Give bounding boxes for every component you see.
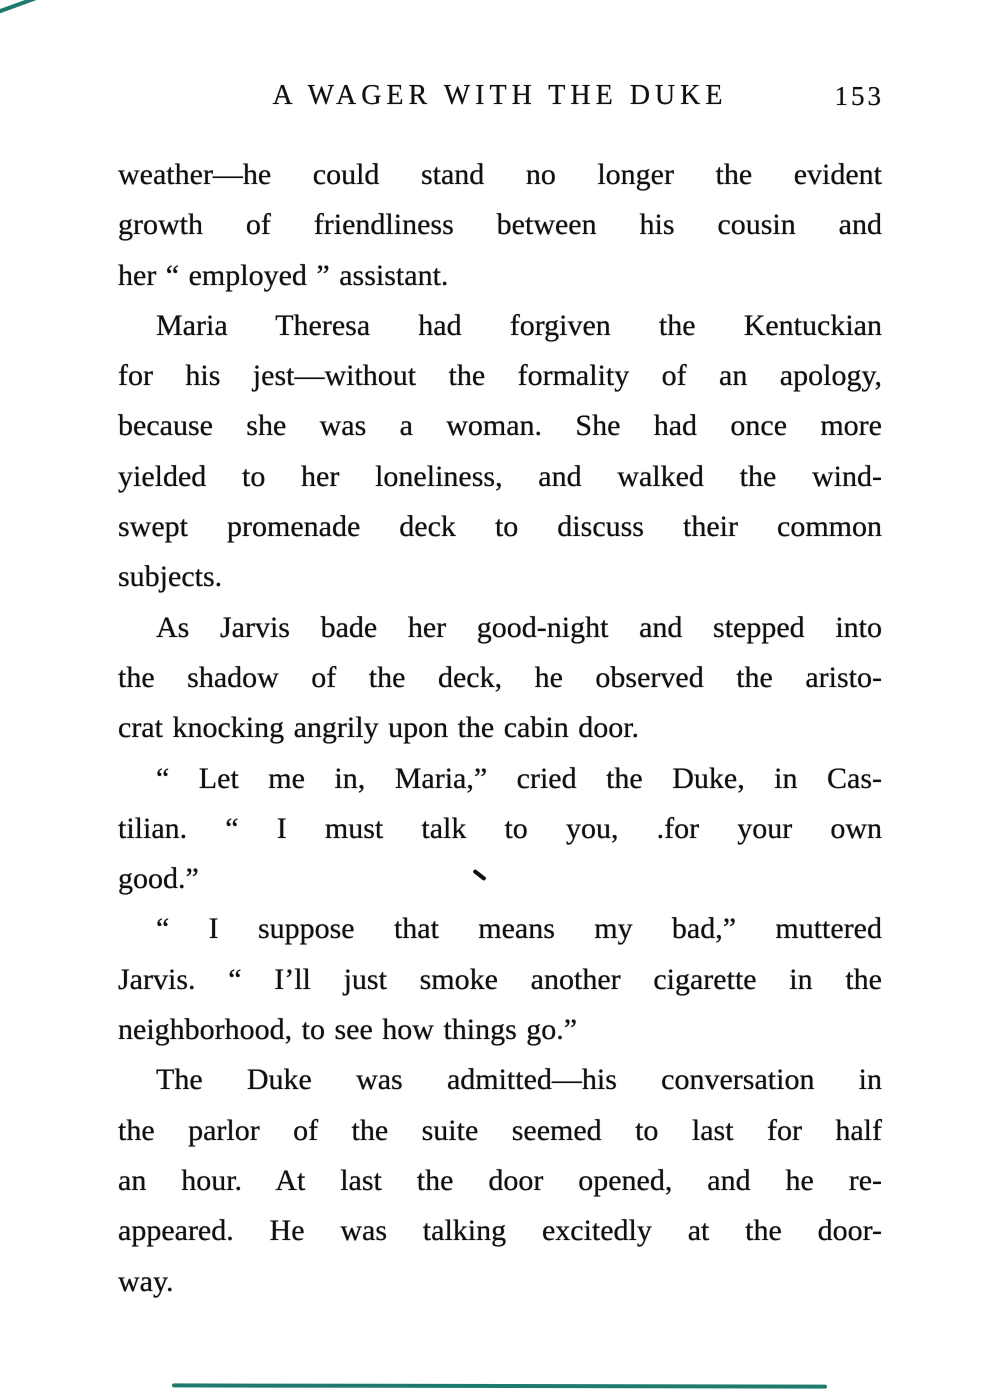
text-line: subjects. [118, 560, 223, 594]
text-line: growth of friendliness between his cousin and [118, 208, 882, 242]
text-line: Jarvis. “ I’ll just smoke another cigarette in the [118, 962, 882, 996]
text-line: yielded to her loneliness, and walked the wind- [118, 459, 882, 493]
page-header [118, 80, 882, 116]
text-line: neighborhood, to see how things go.” [118, 1013, 578, 1047]
page-number: 153 [834, 81, 884, 111]
text-line: appeared. He was talking excitedly at the door- [118, 1214, 882, 1248]
text-line: “ I suppose that means my bad,” muttered [156, 912, 882, 946]
body-text [118, 150, 882, 1307]
text-line: weather—he could stand no longer the evident [118, 158, 882, 191]
text-line: The Duke was admitted—his conversation in [156, 1063, 882, 1097]
text-line: her “ employed ” assistant. [118, 258, 449, 292]
text-line: for his jest—without the formality of an apology, [118, 359, 882, 393]
text-line: As Jarvis bade her good-night and stepped into [156, 610, 882, 644]
scan-artifact-top-icon [0, 0, 41, 15]
text-line: way. [118, 1264, 174, 1298]
text-line: the shadow of the deck, he observed the aristo- [118, 660, 882, 694]
text-line: swept promenade deck to discuss their common [118, 510, 882, 544]
text-line: crat knocking angrily upon the cabin door. [118, 711, 640, 745]
text-line: Maria Theresa had forgiven the Kentuckian [156, 308, 882, 342]
text-line: an hour. At last the door opened, and he re- [118, 1163, 882, 1197]
text-line: the parlor of the suite seemed to last for half [118, 1113, 882, 1147]
text-line: “ Let me in, Maria,” cried the Duke, in Cas- [156, 761, 882, 795]
text-line: tilian. “ I must talk to you, .for your own [118, 811, 882, 845]
running-title: A WAGER WITH THE DUKE [272, 80, 728, 111]
text-line: because she was a woman. She had once more [118, 409, 882, 443]
text-line: good.” [118, 862, 199, 896]
scan-artifact-bottom-icon [172, 1383, 827, 1388]
